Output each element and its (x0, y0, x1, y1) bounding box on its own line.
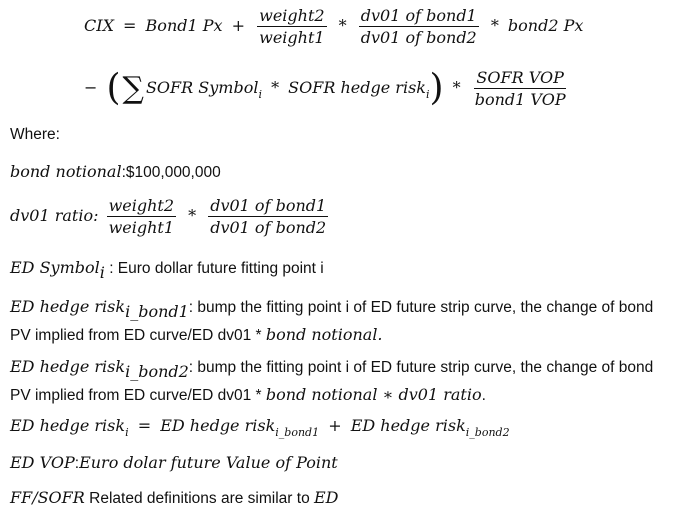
weight2-numerator: weight2 (259, 6, 325, 25)
sofr-symbol-subscript: i (258, 88, 262, 101)
ed-symbol-term: ED Symbol (10, 258, 100, 277)
ed-hedge-risk-bond1-subscript: i_bond1 (125, 302, 189, 321)
where-label: Where: (10, 126, 60, 143)
ff-sofr-term: FF/SOFR (10, 488, 85, 507)
formula-lhs: CIX (84, 16, 114, 35)
ed-hedge-risk-sum (10, 416, 510, 439)
ed-hedge-risk-bond2-term: ED hedge risk (10, 357, 126, 376)
dv01-ratio-dv01-fraction (208, 196, 328, 237)
equals-sign: = (123, 16, 137, 35)
plus-sign: + (231, 16, 246, 35)
ed-hedge-risk-sum-lhs-subscript: i (125, 426, 129, 439)
ed-hedge-risk-bond2-period: . (481, 387, 486, 404)
ed-vop-term: ED VOP (10, 453, 75, 472)
ed-vop-desc: Euro dolar future Value of Point (79, 453, 338, 472)
multiply-sign: * (188, 206, 197, 225)
bond-notional-colon: : (121, 164, 126, 181)
sofr-hedge-risk-subscript: i (425, 88, 430, 101)
ed-hedge-risk-bond2-subscript: i_bond2 (125, 362, 189, 381)
ed-hedge-risk-sum-term2: ED hedge risk (350, 416, 466, 435)
right-paren: ) (429, 67, 444, 109)
sigma-symbol: ∑ (122, 70, 144, 106)
formula-line-2 (84, 68, 571, 109)
sofr-hedge-risk: SOFR hedge risk (288, 78, 426, 97)
weight1-denominator: weight1 (259, 28, 325, 47)
weight-fraction (257, 6, 326, 47)
minus-sign: − (84, 78, 98, 97)
ed-hedge-risk-bond2-desc: : bump the fitting point i of ED future strip curve, the change of bond PV implied from ED curve/ED dv01 * (10, 359, 654, 404)
dv01-bond2-denominator: dv01 of bond2 (360, 28, 477, 47)
dv01-bond2-denominator: dv01 of bond2 (210, 218, 327, 237)
multiply-sign: * (490, 16, 499, 35)
bond1-px: Bond1 Px (145, 16, 223, 35)
ff-sofr-desc: Related definitions are similar to (84, 490, 314, 507)
bond1-vop-denominator: bond1 VOP (474, 90, 566, 109)
dv01-ratio-term: dv01 ratio: (10, 206, 99, 225)
left-paren: ( (106, 67, 121, 109)
formula-line-1 (84, 6, 583, 47)
dv01-fraction (359, 6, 479, 47)
equals-sign: = (137, 416, 152, 435)
ed-hedge-risk-bond1-end: bond notional. (265, 325, 383, 344)
vop-fraction (473, 68, 568, 109)
dv01-bond1-numerator: dv01 of bond1 (360, 6, 477, 25)
ed-hedge-risk-sum-term1: ED hedge risk (160, 416, 276, 435)
weight2-numerator: weight2 (108, 196, 175, 215)
sofr-vop-numerator: SOFR VOP (476, 68, 564, 87)
ed-vop-def (10, 453, 338, 473)
dv01-ratio-weight-fraction (107, 196, 176, 237)
dv01-ratio-def (10, 196, 331, 237)
ff-sofr-ed: ED (314, 488, 339, 507)
ff-sofr-def (10, 488, 339, 508)
ed-hedge-risk-bond1-def (10, 295, 670, 347)
ed-hedge-risk-sum-lhs: ED hedge risk (10, 416, 126, 435)
bond-notional-value: $100,000,000 (125, 164, 221, 181)
ed-hedge-risk-sum-term1-subscript: i_bond1 (275, 426, 320, 439)
bond-notional-def (10, 162, 221, 182)
dv01-bond1-numerator: dv01 of bond1 (210, 196, 327, 215)
bond2-px: bond2 Px (507, 16, 584, 35)
ed-hedge-risk-bond2-end: bond notional ∗ dv01 ratio (265, 385, 482, 404)
weight1-denominator: weight1 (108, 218, 175, 237)
ed-vop-colon: : (74, 455, 80, 472)
bond-notional-term: bond notional (10, 162, 122, 181)
multiply-sign: * (338, 16, 347, 35)
ed-hedge-risk-bond1-desc: : bump the fitting point i of ED future strip curve, the change of bond PV implied from ED curve/ED dv01 * (10, 299, 654, 344)
plus-sign: + (328, 416, 342, 435)
ed-symbol-def (10, 258, 324, 282)
ed-hedge-risk-bond1-term: ED hedge risk (10, 297, 126, 316)
sofr-symbol: SOFR Symbol (145, 78, 259, 97)
multiply-sign: * (452, 78, 461, 97)
ed-hedge-risk-sum-term2-subscript: i_bond2 (465, 426, 510, 439)
multiply-sign: * (271, 78, 280, 97)
ed-symbol-subscript: i (99, 263, 105, 282)
ed-symbol-desc: : Euro dollar future fitting point i (104, 260, 324, 277)
ed-hedge-risk-bond2-def (10, 355, 670, 407)
